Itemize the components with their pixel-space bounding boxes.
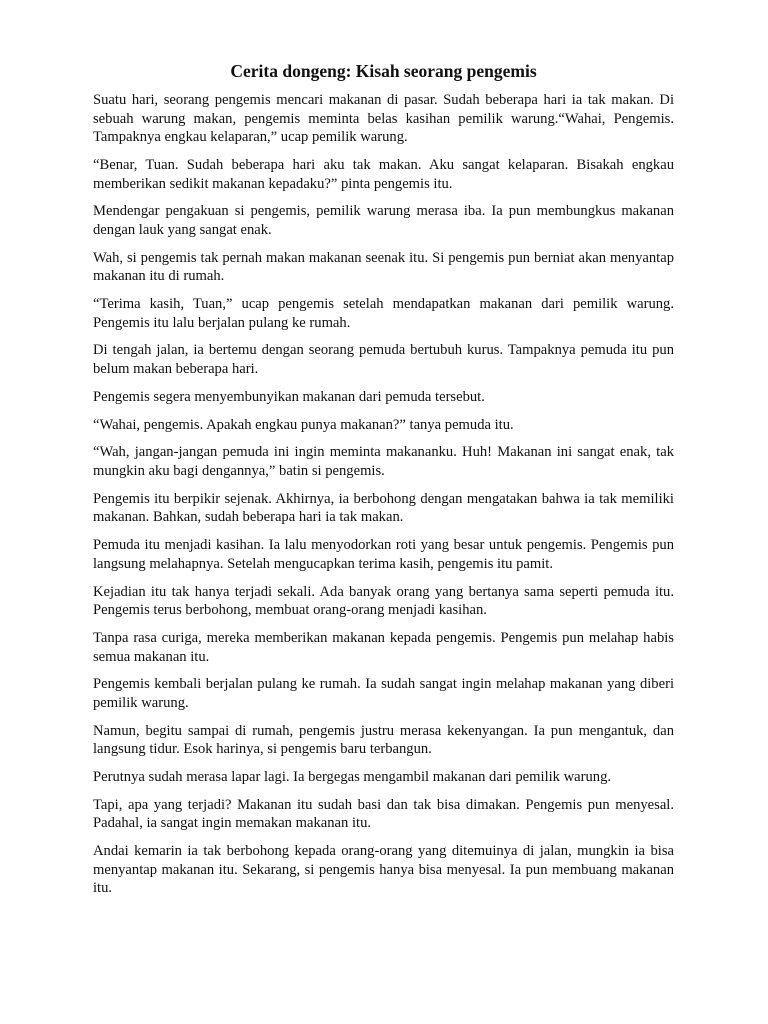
document-title: Cerita dongeng: Kisah seorang pengemis	[230, 61, 537, 81]
paragraph: Andai kemarin ia tak berbohong kepada orang-orang yang ditemuinya di jalan, mungkin ia bisa menyantap makanan itu. Sekarang, si pengemis hanya bisa menyesal. Ia pun membuang makanan itu.	[93, 843, 674, 897]
paragraph: Namun, begitu sampai di rumah, pengemis justru merasa kekenyangan. Ia pun mengantuk, dan langsung tidur. Esok harinya, si pengemis baru terbangun.	[93, 722, 674, 758]
paragraph: Pengemis segera menyembunyikan makanan dari pemuda tersebut.	[93, 388, 485, 405]
paragraph: Wah, si pengemis tak pernah makan makanan seenak itu. Si pengemis pun berniat akan menyantap makanan itu di rumah.	[93, 249, 674, 285]
paragraph: Perutnya sudah merasa lapar lagi. Ia bergegas mengambil makanan dari pemilik warung.	[93, 769, 612, 786]
paragraph: “Terima kasih, Tuan,” ucap pengemis setelah mendapatkan makanan dari pemilik warung. Pengemis itu lalu berjalan pulang ke rumah.	[93, 296, 674, 331]
paragraph: Tanpa rasa curiga, mereka memberikan makanan kepada pengemis. Pengemis pun melahap habis semua makanan itu.	[93, 629, 674, 665]
paragraph: Pengemis kembali berjalan pulang ke rumah. Ia sudah sangat ingin melahap makanan yang diberi pemilik warung.	[93, 676, 674, 711]
paragraph: Tapi, apa yang terjadi? Makanan itu sudah basi dan tak bisa dimakan. Pengemis pun menyesal. Padahal, ia sangat ingin memakan makanan itu.	[93, 796, 674, 832]
paragraph: Pemuda itu menjadi kasihan. Ia lalu menyodorkan roti yang besar untuk pengemis. Pengemis pun langsung melahapnya. Setelah mengucapkan terima kasih, pengemis itu pamit.	[93, 537, 674, 572]
paragraph: “Wahai, pengemis. Apakah engkau punya makanan?” tanya pemuda itu.	[93, 416, 514, 433]
paragraph: Mendengar pengakuan si pengemis, pemilik warung merasa iba. Ia pun membungkus makanan dengan lauk yang sangat enak.	[93, 203, 674, 238]
document-page	[93, 60, 674, 907]
paragraph: Pengemis itu berpikir sejenak. Akhirnya, ia berbohong dengan mengatakan bahwa ia tak memiliki makanan. Bahkan, sudah beberapa hari ia tak makan.	[93, 490, 674, 526]
paragraph: “Wah, jangan-jangan pemuda ini ingin meminta makananku. Huh! Makanan ini sangat enak, tak mungkin aku bagi dengannya,” batin si pengemis.	[93, 444, 674, 479]
paragraph: “Benar, Tuan. Sudah beberapa hari aku tak makan. Aku sangat kelaparan. Bisakah engkau memberikan sedikit makanan kepadaku?” pinta pengemis itu.	[93, 156, 674, 192]
paragraph: Kejadian itu tak hanya terjadi sekali. Ada banyak orang yang bertanya sama seperti pemuda itu. Pengemis terus berbohong, membuat orang-orang menjadi kasihan.	[93, 583, 674, 619]
paragraph: Suatu hari, seorang pengemis mencari makanan di pasar. Sudah beberapa hari ia tak makan. Di sebuah warung makan, pengemis meminta belas kasihan pemilik warung.“Wahai, Pengemis. Tampaknya engkau kelaparan,” ucap pemilik warung.	[93, 92, 674, 146]
paragraph: Di tengah jalan, ia bertemu dengan seorang pemuda bertubuh kurus. Tampaknya pemuda itu pun belum makan beberapa hari.	[93, 342, 674, 378]
